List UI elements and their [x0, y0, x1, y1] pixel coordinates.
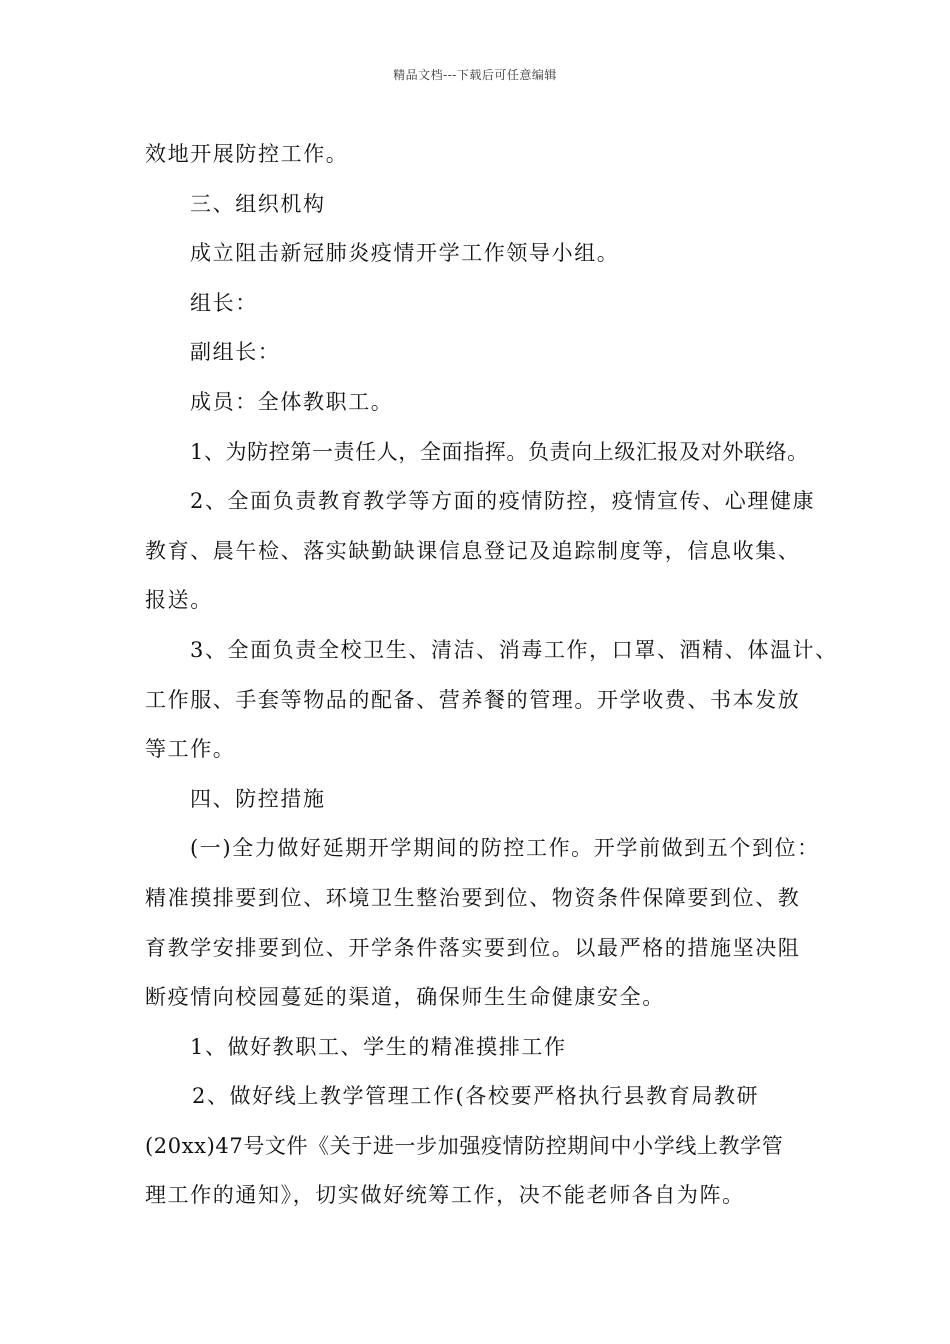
- paragraph-line: 报送。: [145, 588, 213, 613]
- section-heading: 三、组织机构: [190, 191, 326, 216]
- paragraph-line: 理工作的通知》，切实做好统筹工作，决不能老师各自为阵。: [145, 1183, 745, 1208]
- paragraph-line: 1、为防控第一责任人，全面指挥。负责向上级汇报及对外联络。: [190, 439, 809, 464]
- paragraph-line: 1、做好教职工、学生的精准摸排工作: [190, 1034, 567, 1059]
- paragraph-line: 2、全面负责教育教学等方面的疫情防控，疫情宣传、心理健康: [190, 489, 816, 514]
- document-body: [145, 130, 838, 1221]
- paragraph-line: 组长：: [190, 290, 258, 315]
- paragraph-line: (20xx)47号文件《关于进一步加强疫情防控期间中小学线上教学管: [145, 1133, 784, 1158]
- paragraph-line: 育教学安排要到位、开学条件落实要到位。以最严格的措施坚决阻: [145, 935, 801, 960]
- paragraph-line: 教育、晨午检、落实缺勤缺课信息登记及追踪制度等，信息收集、: [145, 538, 801, 563]
- paragraph-line: 成员：全体教职工。: [190, 389, 394, 414]
- paragraph-line: 2、做好线上教学管理工作(各校要严格执行县教育局教研: [192, 1084, 760, 1109]
- section-heading: 四、防控措施: [190, 786, 326, 811]
- paragraph-line: 3、全面负责全校卫生、清洁、消毒工作，口罩、酒精、体温计、: [190, 637, 838, 662]
- paragraph-line: 工作服、手套等物品的配备、营养餐的管理。开学收费、书本发放: [145, 687, 801, 712]
- paragraph-line: 等工作。: [145, 737, 236, 762]
- paragraph-line: 效地开展防控工作。: [145, 142, 349, 166]
- page-header: 精品文档---下载后可任意编辑: [393, 68, 557, 82]
- paragraph-line: 断疫情向校园蔓延的渠道，确保师生生命健康安全。: [145, 985, 665, 1010]
- paragraph-line: (一)全力做好延期开学期间的防控工作。开学前做到五个到位：: [190, 836, 820, 861]
- paragraph-line: 成立阻击新冠肺炎疫情开学工作领导小组。: [190, 241, 620, 266]
- paragraph-line: 副组长：: [190, 340, 281, 365]
- paragraph-line: 精准摸排要到位、环境卫生整治要到位、物资条件保障要到位、教: [145, 885, 801, 910]
